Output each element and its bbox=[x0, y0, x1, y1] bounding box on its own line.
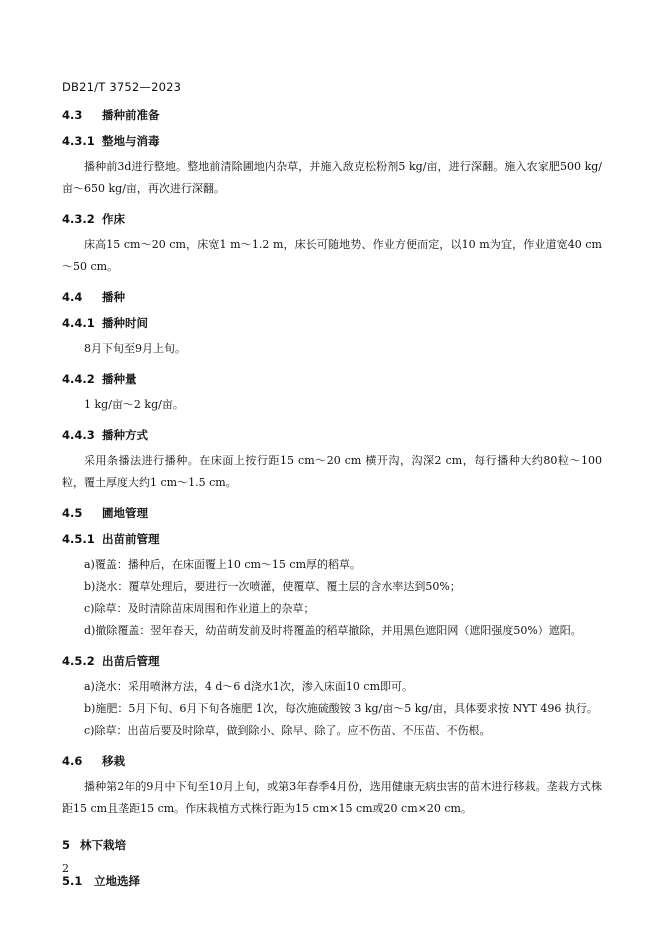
heading-title: 立地选择 bbox=[94, 874, 140, 888]
heading-number: 4.5.2 bbox=[62, 654, 95, 668]
heading-title: 播种时间 bbox=[102, 316, 148, 330]
heading-title: 播种方式 bbox=[102, 428, 148, 442]
heading-title: 移栽 bbox=[102, 754, 125, 768]
heading-4-4-1 bbox=[62, 312, 602, 334]
list-item: a)浇水：采用喷淋方法，4 d～6 d浇水1次，渗入床面10 cm即可。 bbox=[84, 680, 414, 693]
list-item: b)浇水：覆草处理后，要进行一次喷灌，使覆草、覆土层的含水率达到50%； bbox=[84, 580, 461, 593]
heading-number: 4.3.1 bbox=[62, 134, 95, 148]
heading-4-4-3 bbox=[62, 424, 602, 446]
heading-title: 播种 bbox=[102, 290, 125, 304]
list-item: a)覆盖：播种后，在床面覆上10 cm～15 cm厚的稻草。 bbox=[84, 558, 362, 571]
heading-number: 4.3 bbox=[62, 108, 83, 122]
heading-number: 4.4.3 bbox=[62, 428, 95, 442]
paragraph-4-4-2: 1 kg/亩～2 kg/亩。 bbox=[84, 398, 184, 411]
list-item: d)撤除覆盖：翌年春天，幼苗萌发前及时将覆盖的稻草撤除，并用黑色遮阳网（遮阳强度50%）遮阳。 bbox=[84, 624, 582, 637]
heading-title: 林下栽培 bbox=[80, 838, 126, 852]
heading-4-4-2 bbox=[62, 368, 602, 390]
heading-4-3 bbox=[62, 104, 602, 126]
heading-5-1 bbox=[62, 870, 602, 892]
list-item: c)除草：及时清除苗床周围和作业道上的杂草； bbox=[84, 602, 315, 615]
heading-title: 出苗前管理 bbox=[102, 532, 160, 546]
heading-4-4 bbox=[62, 286, 602, 308]
paragraph-4-4-3: 采用条播法进行播种。在床面上按行距15 cm～20 cm 横开沟，沟深2 cm，每行播种大约80粒～100粒，覆土厚度大约1 cm～1.5 cm。 bbox=[62, 454, 602, 489]
heading-4-5-2 bbox=[62, 650, 602, 672]
heading-title: 播种量 bbox=[102, 372, 137, 386]
heading-number: 4.4.1 bbox=[62, 316, 95, 330]
list-item: b)施肥：5月下旬、6月下旬各施肥 1次，每次施硫酸铵 3 kg/亩～5 kg/亩，具体要求按 NYT 496 执行。 bbox=[84, 702, 598, 715]
paragraph-4-3-2: 床高15 cm～20 cm，床宽1 m～1.2 m，床长可随地势、作业方便而定，以10 m为宜，作业道宽40 cm～50 cm。 bbox=[62, 238, 602, 273]
paragraph-4-3-1: 播种前3d进行整地。整地前清除圃地内杂草，并施入敌克松粉剂5 kg/亩，进行深翻。施入农家肥500 kg/亩～650 kg/亩，再次进行深翻。 bbox=[62, 160, 602, 195]
heading-title: 出苗后管理 bbox=[102, 654, 160, 668]
heading-number: 4.4.2 bbox=[62, 372, 95, 386]
heading-title: 播种前准备 bbox=[102, 108, 160, 122]
heading-4-6 bbox=[62, 750, 602, 772]
page-number: 2 bbox=[62, 862, 69, 875]
paragraph-4-4-1: 8月下旬至9月上旬。 bbox=[84, 342, 186, 355]
heading-number: 5.1 bbox=[62, 874, 83, 888]
heading-title: 作床 bbox=[102, 212, 125, 226]
list-item: c)除草：出苗后要及时除草，做到除小、除早、除了。应不伤苗、不压苗、不伤根。 bbox=[84, 724, 491, 737]
heading-number: 5 bbox=[62, 838, 71, 852]
heading-number: 4.6 bbox=[62, 754, 83, 768]
heading-number: 4.3.2 bbox=[62, 212, 95, 226]
heading-title: 整地与消毒 bbox=[102, 134, 160, 148]
document-identifier: DB21/T 3752—2023 bbox=[62, 80, 182, 94]
heading-title: 圃地管理 bbox=[102, 506, 148, 520]
heading-4-5-1 bbox=[62, 528, 602, 550]
document-body bbox=[62, 104, 602, 892]
heading-4-5 bbox=[62, 502, 602, 524]
heading-number: 4.4 bbox=[62, 290, 83, 304]
heading-number: 4.5 bbox=[62, 506, 83, 520]
heading-5 bbox=[62, 834, 602, 856]
heading-number: 4.5.1 bbox=[62, 532, 95, 546]
paragraph-4-6: 播种第2年的9月中下旬至10月上旬，或第3年春季4月份，选用健康无病虫害的苗木进行移栽。垄栽方式株距15 cm且垄距15 cm。作床栽植方式株行距为15 cm×15 cm或20 cm×20 cm。 bbox=[62, 780, 602, 815]
heading-4-3-2 bbox=[62, 208, 602, 230]
heading-4-3-1 bbox=[62, 130, 602, 152]
